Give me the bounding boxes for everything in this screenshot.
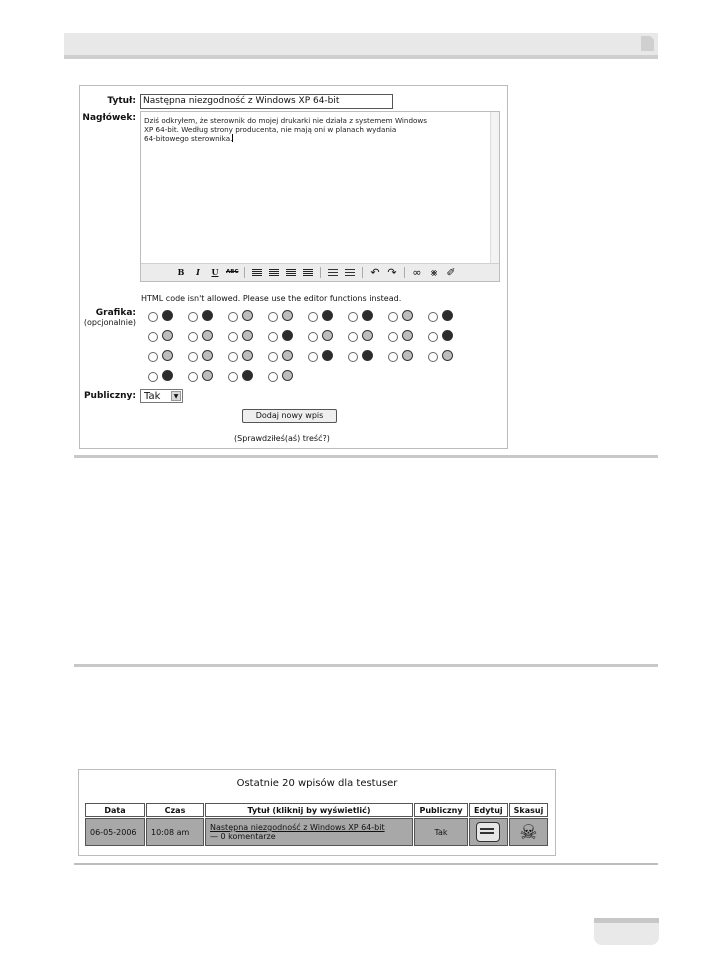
smiley-radio[interactable] xyxy=(228,352,238,362)
smiley-option[interactable] xyxy=(148,330,188,344)
table-header-row xyxy=(85,803,548,817)
smiley-option[interactable] xyxy=(348,330,388,344)
header-bar xyxy=(64,33,658,55)
bullet-list-icon[interactable] xyxy=(327,267,339,278)
smiley-option[interactable] xyxy=(148,310,188,324)
smiley-icon xyxy=(282,330,293,341)
bold-icon[interactable]: B xyxy=(177,267,185,277)
align-right-icon[interactable] xyxy=(285,267,297,278)
smiley-option[interactable] xyxy=(428,310,468,324)
entry-title-link[interactable]: Następna niezgodność z Windows XP 64-bit xyxy=(210,823,385,832)
section-divider xyxy=(74,455,658,458)
toolbar-separator xyxy=(320,267,321,278)
smiley-radio[interactable] xyxy=(268,372,278,382)
smiley-radio[interactable] xyxy=(148,352,158,362)
smiley-radio[interactable] xyxy=(388,352,398,362)
column-header-public: Publiczny xyxy=(414,803,468,817)
section-divider xyxy=(74,664,658,667)
column-header-date: Data xyxy=(85,803,145,817)
smiley-icon xyxy=(402,350,413,361)
smiley-icon xyxy=(402,330,413,341)
smiley-radio[interactable] xyxy=(268,312,278,322)
smiley-icon xyxy=(162,310,173,321)
edit-icon[interactable] xyxy=(476,822,500,842)
toolbar-separator xyxy=(362,267,363,278)
unlink-icon[interactable]: ⨳ xyxy=(430,266,438,279)
strikethrough-icon[interactable]: ABC xyxy=(226,269,239,275)
title-label: Tytuł: xyxy=(107,96,136,106)
smiley-icon xyxy=(322,350,333,361)
undo-icon[interactable]: ↶ xyxy=(370,266,380,279)
smiley-radio[interactable] xyxy=(428,332,438,342)
smiley-radio[interactable] xyxy=(148,332,158,342)
edit-cell xyxy=(469,818,508,846)
smiley-icon xyxy=(322,330,333,341)
smiley-icon xyxy=(442,310,453,321)
editor-line: 64-bitowego sterownika. xyxy=(144,134,233,143)
smiley-icon xyxy=(162,370,173,381)
column-header-delete: Skasuj xyxy=(509,803,549,817)
smiley-option[interactable] xyxy=(268,370,308,384)
smiley-radio[interactable] xyxy=(188,372,198,382)
numbered-list-icon[interactable] xyxy=(344,267,356,278)
smiley-option[interactable] xyxy=(188,330,228,344)
editor-line: XP 64-bit. Według strony producenta, nie mają oni w planach wydania xyxy=(144,125,397,134)
smiley-radio[interactable] xyxy=(348,332,358,342)
check-content-text: (Sprawdziłeś(aś) treść?) xyxy=(234,434,330,443)
section-divider xyxy=(74,863,658,865)
align-left-icon[interactable] xyxy=(251,267,263,278)
column-header-time: Czas xyxy=(146,803,204,817)
smiley-radio[interactable] xyxy=(308,352,318,362)
smiley-radio[interactable] xyxy=(388,332,398,342)
text-caret xyxy=(232,134,233,142)
smiley-option[interactable] xyxy=(428,350,468,364)
column-header-edit: Edytuj xyxy=(469,803,508,817)
page-number-tab xyxy=(594,918,659,945)
smiley-radio[interactable] xyxy=(148,372,158,382)
smiley-option[interactable] xyxy=(388,330,428,344)
smiley-icon xyxy=(362,350,373,361)
smiley-icon xyxy=(282,310,293,321)
smiley-option[interactable] xyxy=(388,350,428,364)
smiley-radio[interactable] xyxy=(428,312,438,322)
smiley-option[interactable] xyxy=(388,310,428,324)
align-justify-icon[interactable] xyxy=(302,267,314,278)
header-editor-text[interactable] xyxy=(144,116,479,143)
smiley-icon xyxy=(322,310,333,321)
smiley-icon xyxy=(362,330,373,341)
smiley-radio[interactable] xyxy=(308,312,318,322)
toolbar-separator xyxy=(244,267,245,278)
editor-scrollbar[interactable] xyxy=(490,112,499,263)
page-corner-icon xyxy=(641,36,654,51)
smiley-radio[interactable] xyxy=(188,352,198,362)
public-select-value: Tak xyxy=(144,391,161,402)
recent-entries-panel xyxy=(78,769,556,856)
graphics-label xyxy=(80,308,136,327)
smiley-option[interactable] xyxy=(348,310,388,324)
entry-comments[interactable]: — 0 komentarze xyxy=(210,832,276,841)
smiley-radio[interactable] xyxy=(228,312,238,322)
smiley-radio[interactable] xyxy=(388,312,398,322)
cleanup-icon[interactable]: ✐ xyxy=(446,266,456,279)
smiley-radio[interactable] xyxy=(228,332,238,342)
header-label: Nagłówek: xyxy=(82,113,136,123)
table-row xyxy=(85,818,548,846)
smiley-option[interactable] xyxy=(308,350,348,364)
smiley-radio[interactable] xyxy=(428,352,438,362)
smiley-icon xyxy=(162,350,173,361)
smiley-icon xyxy=(282,370,293,381)
smiley-option[interactable] xyxy=(308,310,348,324)
smiley-option[interactable] xyxy=(228,310,268,324)
title-input[interactable]: Następna niezgodność z Windows XP 64-bit xyxy=(140,94,393,109)
smiley-radio[interactable] xyxy=(148,312,158,322)
smiley-option[interactable] xyxy=(228,370,268,384)
smiley-option[interactable] xyxy=(188,370,228,384)
public-select[interactable] xyxy=(140,389,183,403)
smiley-icon xyxy=(362,310,373,321)
chevron-down-icon[interactable]: ▼ xyxy=(171,391,181,401)
italic-icon[interactable]: I xyxy=(196,267,200,277)
smiley-icon xyxy=(242,330,253,341)
smiley-option[interactable] xyxy=(268,330,308,344)
smiley-icon xyxy=(402,310,413,321)
smiley-radio[interactable] xyxy=(228,372,238,382)
header-editor[interactable] xyxy=(140,111,500,282)
smiley-option[interactable] xyxy=(228,350,268,364)
entry-time: 10:08 am xyxy=(146,818,204,846)
smiley-radio[interactable] xyxy=(268,332,278,342)
new-entry-form xyxy=(79,85,508,449)
editor-line: Dziś odkryłem, że sterownik do mojej drukarki nie działa z systemem Windows xyxy=(144,116,428,125)
smiley-option[interactable] xyxy=(268,350,308,364)
smiley-icon xyxy=(202,370,213,381)
smiley-option[interactable] xyxy=(308,330,348,344)
smiley-option[interactable] xyxy=(148,370,188,384)
smiley-option[interactable] xyxy=(148,350,188,364)
graphics-optional-label: (opcjonalnie) xyxy=(83,318,136,327)
smiley-option[interactable] xyxy=(188,310,228,324)
recent-entries-title: Ostatnie 20 wpisów dla testuser xyxy=(236,778,398,789)
smiley-option[interactable] xyxy=(428,330,468,344)
header-rule xyxy=(64,55,658,59)
smiley-radio[interactable] xyxy=(348,352,358,362)
smiley-icon xyxy=(282,350,293,361)
smiley-icon xyxy=(442,330,453,341)
smiley-option[interactable] xyxy=(188,350,228,364)
smiley-radio[interactable] xyxy=(308,332,318,342)
smiley-option[interactable] xyxy=(268,310,308,324)
smiley-icon xyxy=(242,350,253,361)
smiley-icon xyxy=(202,330,213,341)
add-entry-button[interactable]: Dodaj nowy wpis xyxy=(242,409,337,423)
entries-table xyxy=(84,802,549,847)
column-header-title: Tytuł (kliknij by wyświetlić) xyxy=(205,803,413,817)
smiley-icon xyxy=(442,350,453,361)
smiley-radio[interactable] xyxy=(268,352,278,362)
public-label: Publiczny: xyxy=(83,391,136,401)
underline-icon[interactable]: U xyxy=(211,267,219,277)
smiley-icon xyxy=(162,330,173,341)
smiley-icon xyxy=(242,370,253,381)
smiley-option[interactable] xyxy=(348,350,388,364)
entry-title-cell xyxy=(205,818,413,846)
smiley-icon xyxy=(242,310,253,321)
smiley-radio[interactable] xyxy=(188,312,198,322)
editor-toolbar xyxy=(141,263,499,281)
link-icon[interactable]: ∞ xyxy=(412,266,422,279)
smiley-option[interactable] xyxy=(228,330,268,344)
graphics-label-text: Grafika: xyxy=(95,308,136,318)
delete-cell xyxy=(509,818,549,846)
entry-public: Tak xyxy=(414,818,468,846)
skull-crossbones-icon[interactable]: ☠ xyxy=(519,820,538,844)
entry-date: 06-05-2006 xyxy=(85,818,145,846)
redo-icon[interactable]: ↷ xyxy=(387,266,397,279)
smiley-icon xyxy=(202,350,213,361)
smiley-radio[interactable] xyxy=(188,332,198,342)
smiley-icon xyxy=(202,310,213,321)
html-note: HTML code isn't allowed. Please use the editor functions instead. xyxy=(141,294,402,303)
toolbar-separator xyxy=(404,267,405,278)
align-center-icon[interactable] xyxy=(268,267,280,278)
smiley-radio[interactable] xyxy=(348,312,358,322)
